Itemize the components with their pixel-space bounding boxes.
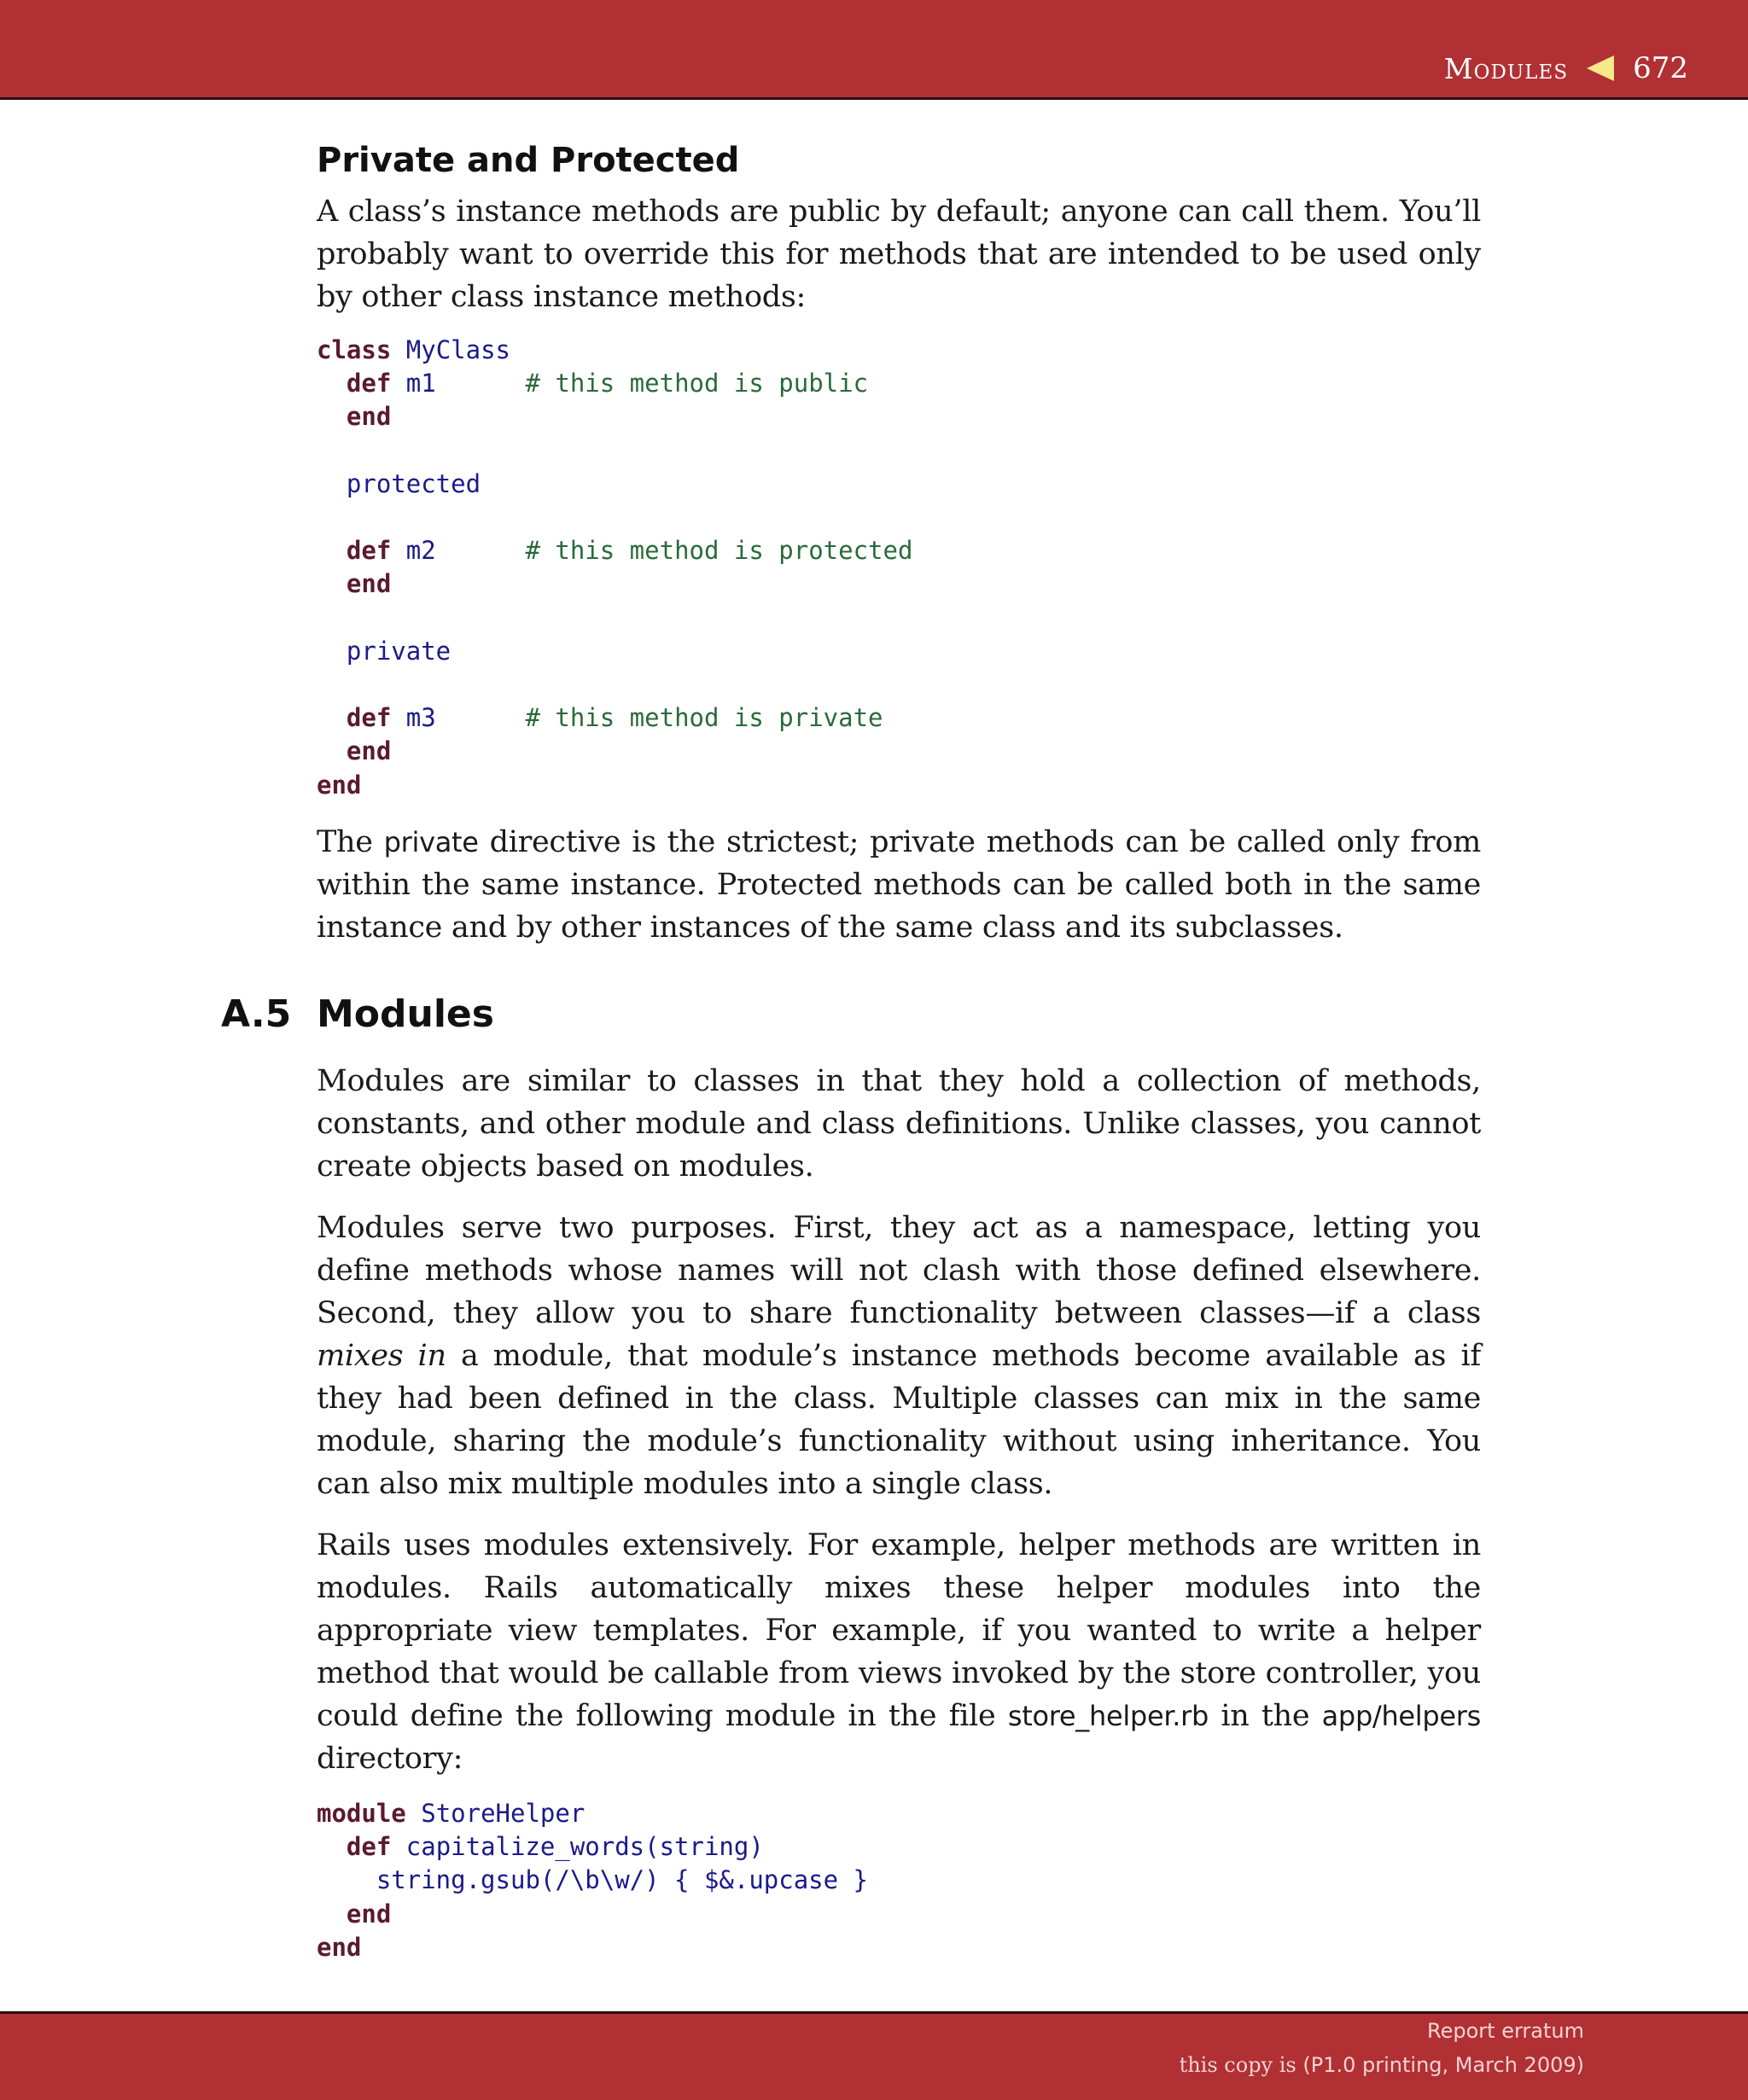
page-content [317,141,1481,949]
subsection-title: Private and Protected [317,141,740,180]
code-keyword: def [346,703,392,733]
running-head [1444,51,1688,85]
modules-paragraph-3 [317,1524,1481,1780]
code-comment: # this method is private [525,703,883,733]
code-keyword: def [346,369,392,398]
modules-paragraph-2 [317,1207,1481,1505]
text-run: in the [1221,1699,1310,1733]
code-identifier: StoreHelper [421,1799,586,1828]
text-run: directive is the strictest; private methods can be called only from within the same instance. Protected methods can be called both in the same instance and by other instances of the same class and its subclasses. [317,824,1481,945]
code-identifier: protected [346,468,481,498]
code-block-myclass [317,334,1481,802]
code-keyword: class [317,335,392,364]
text-run: The [317,824,373,859]
inline-code-private: private [383,825,479,858]
running-title: Modules [1443,51,1569,85]
code-keyword: end [346,1899,392,1928]
code-identifier: m1 [405,369,436,398]
private-paragraph [317,821,1481,949]
code-keyword: end [346,402,392,432]
code-keyword: def [346,1832,392,1862]
code-keyword: end [346,569,392,599]
text-run: Modules serve two purposes. First, they act as a namespace, letting you define methods whose names will not clash with those defined elsewhere. Second, they allow you to share functionality between classes—if a class [317,1211,1481,1330]
page-number: 672 [1633,51,1688,85]
code-keyword: end [317,770,362,800]
text-run: Rails uses modules extensively. For example, helper methods are written in modules. Rails automatically mixes these helper modules into the appropriate view templates. For example, if you wanted to write a helper method that would be callable from views invoked by the store controller, you could define the following module in the file [317,1528,1481,1733]
code-identifier: string.gsub(/\b\w/) { $&.upcase } [376,1865,869,1895]
intro-paragraph: A class’s instance methods are public by default; anyone can call them. You’ll probably want to override this for methods that are intended to be used only by other class instance methods: [317,195,1481,314]
text-run: directory: [317,1742,463,1776]
code-keyword: def [346,536,392,566]
section-heading [221,992,494,1036]
code-comment: # this method is protected [525,536,913,566]
copy-label: this copy is [1179,2053,1296,2077]
inline-file-name: store_helper.rb [1007,1700,1209,1732]
section-content [317,1060,1481,1964]
code-keyword: end [317,1932,362,1962]
code-identifier: private [346,636,452,666]
text-run: a module, that module’s instance methods become available as if they had been defined in the class. Multiple classes can mix in the same module, sharing the module’s functionality without using inheritance. You can also mix multiple modules into a single class. [317,1339,1481,1501]
emphasis: mixes in [317,1339,446,1373]
inline-dir-name: app/helpers [1321,1700,1482,1732]
code-identifier: MyClass [405,335,510,364]
section-number: A.5 [221,992,292,1036]
code-block-storehelper [317,1797,1481,1964]
report-erratum-link[interactable]: Report erratum [1427,2019,1584,2043]
back-arrow-icon[interactable] [1587,55,1614,81]
code-keyword: module [317,1799,406,1828]
copy-notice [1180,2053,1584,2077]
section-title: Modules [317,992,494,1036]
modules-paragraph-1: Modules are similar to classes in that they hold a collection of methods, constants, and other module and class definitions. Unlike classes, you cannot create objects based on modules. [317,1064,1481,1184]
code-identifier: capitalize_words(string) [405,1832,764,1862]
code-keyword: end [346,736,392,766]
code-identifier: m3 [405,703,436,733]
code-identifier: m2 [405,536,436,566]
printing-info: (P1.0 printing, March 2009) [1302,2053,1584,2077]
code-comment: # this method is public [525,369,869,398]
